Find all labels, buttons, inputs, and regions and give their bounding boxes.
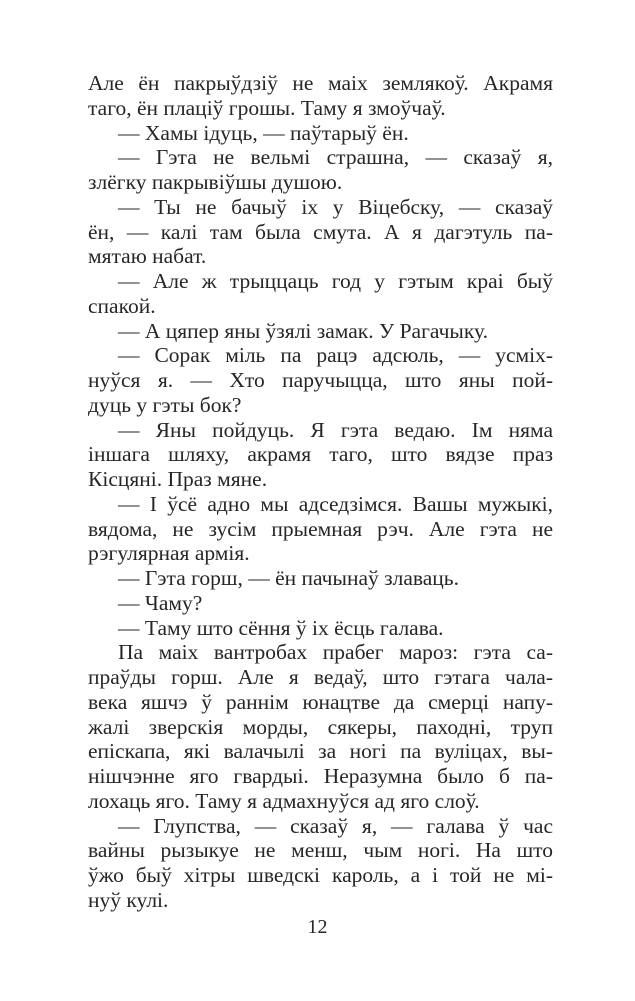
paragraph [88, 145, 553, 195]
text-line: вайны рызыкуе не менш, чым ногі. На што [88, 838, 553, 863]
text-line: ён, — калі там была смута. А я дагэтуль па- [88, 219, 553, 244]
page-number: 12 [307, 916, 328, 938]
paragraph [88, 814, 553, 913]
paragraph [88, 195, 553, 269]
paragraph [88, 269, 553, 319]
paragraph [88, 319, 553, 344]
paragraph [88, 591, 553, 616]
text-line: Кісцяні. Праз мяне. [88, 467, 268, 491]
text-line: спакой. [88, 293, 156, 318]
text-line: іншага шляху, акрамя таго, што вядзе праз [88, 442, 553, 467]
text-line: Але ён пакрыўдзіў не маіх землякоў. Акрамя [88, 71, 553, 95]
book-page-text [88, 71, 553, 913]
paragraph [88, 343, 553, 417]
text-line: таго, ён плаціў грошы. Таму я змоўчаў. [88, 95, 446, 120]
paragraph [88, 492, 553, 566]
text-line: — Гэта горш, — ён пачынаў злаваць. [118, 566, 459, 590]
text-line: дуць у гэты бок? [88, 392, 242, 417]
text-line: епіскапа, які валачылі за ногі па вуліцах, вы- [88, 739, 553, 764]
paragraph [88, 616, 553, 641]
paragraph [88, 71, 553, 121]
text-line: Па маіх вантробах прабег мароз: гэта са- [118, 640, 553, 665]
text-line: праўды горш. Але я ведаў, што гэтага чала- [88, 665, 553, 689]
text-line: ўжо быў хітры шведскі кароль, а і той не мі- [88, 863, 553, 887]
paragraph [88, 640, 553, 813]
text-line: жалі зверскія морды, сякеры, паходні, труп [88, 714, 553, 739]
text-line: мятаю набат. [88, 244, 207, 269]
text-line: нішчэнне яго гвардыі. Неразумна было б па- [88, 764, 553, 788]
text-line: — Яны пойдуць. Я гэта ведаю. Ім няма [118, 417, 553, 442]
text-line: — Гэта не вельмі страшна, — сказаў я, [118, 145, 553, 170]
text-line: нуў кулі. [88, 887, 169, 912]
text-line: рэгулярная армія. [88, 541, 250, 566]
text-line: века яшчэ ў раннім юнацтве да смерці напу- [88, 689, 553, 714]
text-line: — Таму што сёння ў іх ёсць галава. [118, 615, 444, 640]
text-line: — Глупства, — сказаў я, — галава ў час [118, 813, 553, 838]
paragraph [88, 566, 553, 591]
text-line: — Чаму? [118, 590, 203, 615]
text-line: — Але ж трыццаць год у гэтым краі быў [118, 269, 553, 293]
paragraph [88, 121, 553, 146]
text-line: — А цяпер яны ўзялі замак. У Рагачыку. [118, 318, 488, 343]
text-line: — Сорак міль па рацэ адсюль, — усміх- [118, 343, 553, 368]
text-line: — І ўсё адно мы адседзімся. Вашы мужыкі, [118, 491, 553, 516]
text-line: нуўся я. — Хто паручыцца, што яны пой- [88, 368, 553, 392]
text-line: — Ты не бачыў іх у Віцебску, — сказаў [118, 194, 553, 219]
text-line: — Хамы ідуць, — паўтарыў ён. [118, 120, 409, 145]
text-line: лохаць яго. Таму я адмахнуўся ад яго слоў. [88, 788, 480, 813]
text-line: злёгку пакрывіўшы душою. [88, 170, 343, 194]
text-line: вядома, не зусім прыемная рэч. Але гэта не [88, 516, 553, 541]
paragraph [88, 418, 553, 492]
